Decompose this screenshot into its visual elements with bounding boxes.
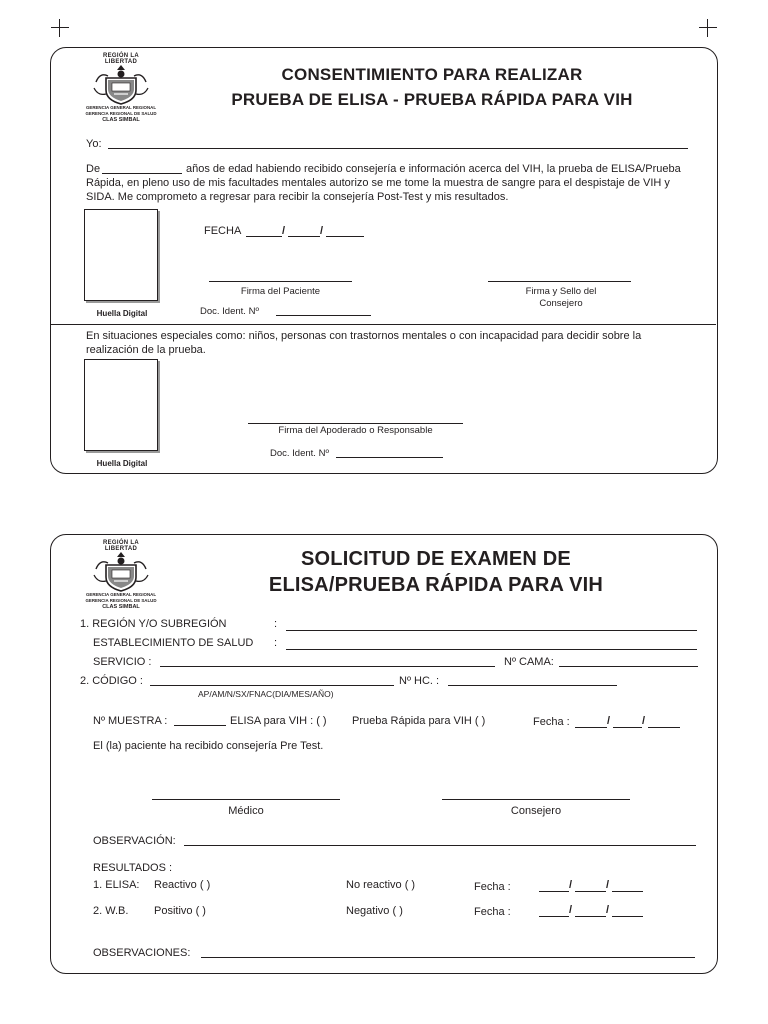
elisa-date-year[interactable] [612, 891, 643, 892]
fingerprint-box[interactable] [84, 209, 158, 301]
request-title-line-2: ELISA/PRUEBA RÁPIDA PARA VIH [268, 574, 604, 596]
sample-date-slash-1: / [607, 715, 611, 727]
bed-number-field[interactable] [559, 666, 698, 667]
elisa-date-slash-1: / [569, 879, 573, 891]
sample-date-slash-2: / [642, 715, 646, 727]
clinical-record-label: Nº HC. : [399, 675, 440, 687]
region-field[interactable] [286, 630, 697, 631]
patient-signature-label: Firma del Paciente [240, 286, 321, 297]
pretest-statement: El (la) paciente ha recibido consejería Pre Test. [93, 740, 324, 752]
region-colon: : [274, 618, 278, 630]
wb-result-label: 2. W.B. [93, 905, 129, 917]
logo-arc-text: REGIÓN LA LIBERTAD [102, 53, 140, 65]
elisa-date-day[interactable] [539, 891, 569, 892]
special-cases-line-1: En situaciones especiales como: niños, personas con trastornos mentales o con incapacidad para decidir sobre la [86, 330, 642, 342]
code-label: 2. CÓDIGO : [80, 675, 143, 687]
doctor-signature-label: Médico [228, 805, 264, 817]
counselor-signature-label-2: Consejero [539, 298, 583, 309]
consent-title-line-2: PRUEBA DE ELISA - PRUEBA RÁPIDA PARA VIH [231, 90, 633, 109]
sample-number-label: Nº MUESTRA : [93, 715, 168, 727]
patient-signature-line[interactable] [209, 281, 352, 282]
age-field[interactable] [102, 173, 182, 174]
guardian-signature-line[interactable] [248, 423, 463, 424]
doc-ident-label: Doc. Ident. Nº [200, 306, 259, 317]
fecha-slash-1: / [282, 225, 286, 237]
consent-paragraph-line-2: Rápida, en pleno uso de mis facultades mentales autorizo se me tome la muestra de sangre para el despistaje de VIH y [86, 177, 670, 189]
wb-negative-option[interactable]: Negativo ( ) [346, 905, 403, 917]
clinical-record-field[interactable] [448, 685, 617, 686]
elisa-date-slash-2: / [606, 879, 610, 891]
counselor-signature-line-2[interactable] [442, 799, 630, 800]
logo-line-1: GERENCIA GENERAL REGIONAL [85, 105, 156, 110]
observations-label: OBSERVACIONES: [93, 947, 191, 959]
wb-result-date-label: Fecha : [474, 906, 511, 918]
yo-name-field[interactable] [108, 148, 688, 149]
results-label: RESULTADOS : [93, 862, 173, 874]
establishment-field[interactable] [286, 649, 697, 650]
logo-arc-text-2: REGIÓN LA LIBERTAD [102, 540, 140, 552]
elisa-nonreactive-option[interactable]: No reactivo ( ) [346, 879, 416, 891]
counselor-signature-label-1: Firma y Sello del [525, 286, 597, 297]
logo-line-3-2: CLAS SIMBAL [102, 604, 140, 610]
yo-label: Yo: [86, 138, 102, 150]
wb-date-month[interactable] [575, 916, 606, 917]
guardian-doc-ident-label: Doc. Ident. Nº [270, 448, 329, 459]
service-field[interactable] [160, 666, 495, 667]
counselor-signature-line[interactable] [488, 281, 631, 282]
code-field[interactable] [150, 685, 394, 686]
bed-number-label: Nº CAMA: [504, 656, 554, 668]
sample-date-label: Fecha : [533, 716, 570, 728]
elisa-result-label: 1. ELISA: [93, 879, 140, 891]
elisa-reactive-option[interactable]: Reactivo ( ) [154, 879, 211, 891]
wb-date-day[interactable] [539, 916, 569, 917]
elisa-date-month[interactable] [575, 891, 606, 892]
guardian-doc-ident-field[interactable] [336, 457, 443, 458]
observations-field[interactable] [201, 957, 695, 958]
sample-date-year[interactable] [648, 727, 680, 728]
fecha-label: FECHA [204, 225, 242, 237]
sample-date-day[interactable] [575, 727, 607, 728]
logo-line-3: CLAS SIMBAL [102, 117, 140, 123]
logo-line-2-2: GERENCIA REGIONAL DE SALUD [85, 598, 157, 603]
fingerprint-label: Huella Digital [96, 309, 148, 318]
guardian-signature-label: Firma del Apoderado o Responsable [278, 425, 433, 436]
wb-date-year[interactable] [612, 916, 643, 917]
doc-ident-field[interactable] [276, 315, 371, 316]
fecha-month-field[interactable] [288, 236, 320, 237]
consent-paragraph-line-3: SIDA. Me comprometo a regresar para recibir la consejería Post-Test y mis resultados. [86, 191, 509, 203]
elisa-result-date-label: Fecha : [474, 881, 511, 893]
wb-date-slash-2: / [606, 904, 610, 916]
special-cases-line-2: realización de la prueba. [86, 344, 206, 356]
observation-label: OBSERVACIÓN: [93, 835, 176, 847]
de-label: De [86, 163, 101, 175]
guardian-fingerprint-label: Huella Digital [96, 459, 148, 468]
request-title-line-1: SOLICITUD DE EXAMEN DE [301, 548, 571, 570]
wb-positive-option[interactable]: Positivo ( ) [154, 905, 206, 917]
wb-date-slash-1: / [569, 904, 573, 916]
rapid-test-option[interactable]: Prueba Rápida para VIH ( ) [352, 715, 486, 727]
crop-mark-right [699, 19, 717, 37]
observation-field[interactable] [184, 845, 696, 846]
guardian-fingerprint-box[interactable] [84, 359, 158, 451]
sample-number-field[interactable] [174, 725, 226, 726]
fecha-year-field[interactable] [326, 236, 364, 237]
counselor-signature-label-2: Consejero [510, 805, 562, 817]
service-label: SERVICIO : [93, 656, 152, 668]
code-format-hint: AP/AM/N/SX/FNAC(DIA/MES/AÑO) [198, 689, 334, 699]
elisa-option[interactable]: ELISA para VIH : ( ) [230, 715, 327, 727]
fecha-slash-2: / [320, 225, 324, 237]
crop-mark-left [51, 19, 69, 37]
fecha-day-field[interactable] [246, 236, 282, 237]
establishment-label: ESTABLECIMIENTO DE SALUD [93, 637, 254, 649]
consent-title-line-1: CONSENTIMIENTO PARA REALIZAR [281, 65, 583, 84]
doctor-signature-line[interactable] [152, 799, 340, 800]
sample-date-month[interactable] [613, 727, 642, 728]
region-label: 1. REGIÓN Y/O SUBREGIÓN [80, 618, 227, 630]
consent-divider [51, 324, 716, 325]
consent-paragraph-line-1: años de edad habiendo recibido consejería e información acerca del VIH, la prueba de ELISA/Prueba [186, 163, 681, 175]
logo-line-2: GERENCIA REGIONAL DE SALUD [85, 111, 157, 116]
logo-line-1-2: GERENCIA GENERAL REGIONAL [85, 592, 156, 597]
establishment-colon: : [274, 637, 278, 649]
